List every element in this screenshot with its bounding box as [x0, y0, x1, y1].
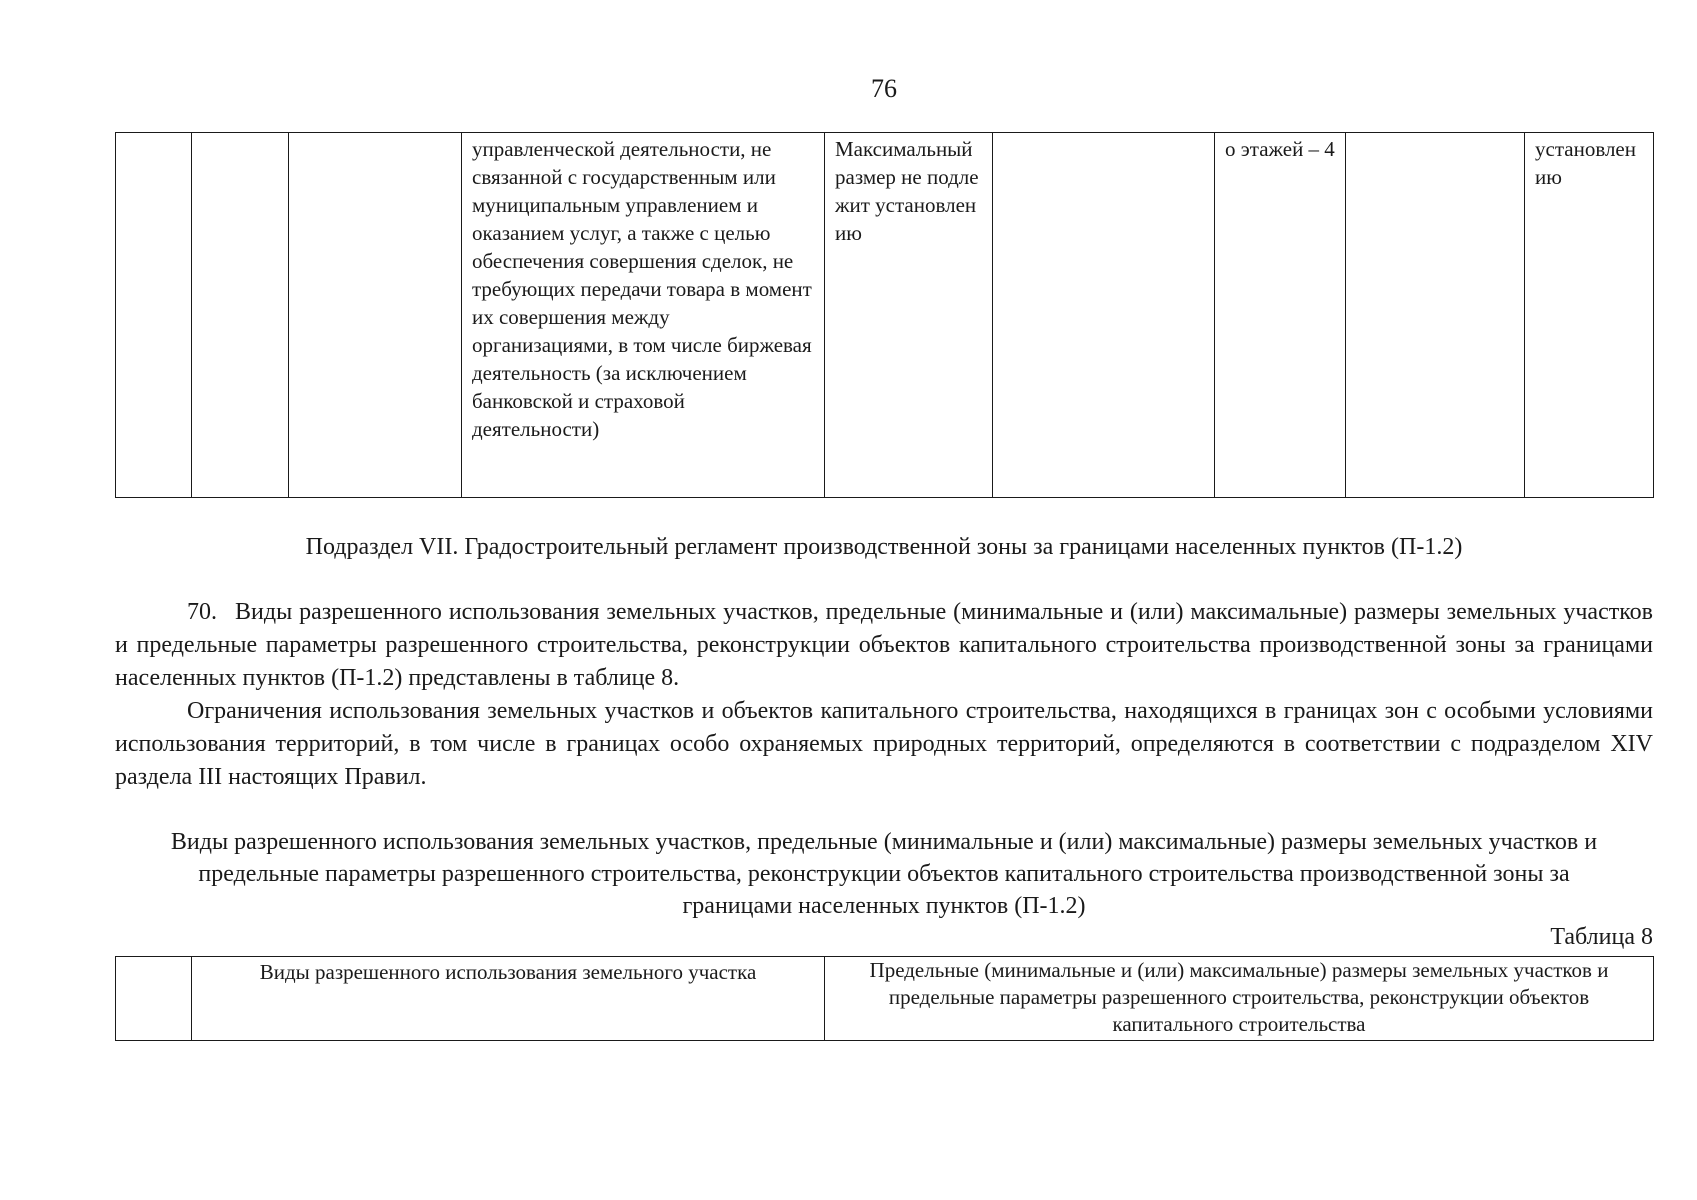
table-header-cell-permitted-use: Виды разрешенного использования земельного участка: [192, 957, 825, 1041]
table-row: [116, 133, 1654, 498]
table-cell: [993, 133, 1215, 498]
table-cell-floors: о этажей – 4: [1215, 133, 1346, 498]
table-cell: [192, 133, 289, 498]
table-header-cell-limits: Предельные (минимальные и (или) максимальные) размеры земельных участков и предельные параметры разрешенного строительства, реконструкции объектов капитального строительства: [825, 957, 1654, 1041]
table-cell: [1346, 133, 1525, 498]
table-header-cell: [116, 957, 192, 1041]
paragraph-restrictions: Ограничения использования земельных участков и объектов капитального строительства, находящихся в границах зон с особыми условиями использования территорий, в том числе в границах особо охраняемых природных территорий, определяются в соответствии с подразделом XIV раздела III настоящих Правил.: [115, 698, 1653, 790]
subsection-title: Подраздел VII. Градостроительный регламент производственной зоны за границами населенных пунктов (П-1.2): [305, 534, 1463, 560]
table-8-header: [115, 956, 1654, 1041]
table-label: Таблица 8: [1550, 924, 1653, 950]
page-number: 76: [871, 74, 897, 103]
paragraph-70: [115, 596, 1653, 695]
continuation-table: [115, 132, 1654, 498]
table-header-row: [116, 957, 1654, 1041]
paragraph-number: 70.: [187, 599, 217, 625]
table-cell-last: установлению: [1525, 133, 1654, 498]
table-cell-max-size: Максимальный размер не подлежит установлению: [825, 133, 993, 498]
table-caption: Виды разрешенного использования земельных участков, предельные (минимальные и (или) максимальные) размеры земельных участков и предельные параметры разрешенного строительства, реконструкции объектов капитального строительства производственной зоны за границами населенных пунктов (П-1.2): [170, 829, 1598, 919]
table-cell: [289, 133, 462, 498]
paragraph-text: Виды разрешенного использования земельных участков, предельные (минимальные и (или) максимальные) размеры земельных участков и предельные параметры разрешенного строительства, реконструкции объектов капитального строительства производственной зоны за границами населенных пунктов (П-1.2) представлены в таблице 8.: [115, 599, 1653, 691]
table-cell-activity-description: управленческой деятельности, не связанной с государственным или муниципальным управлением и оказанием услуг, а также с целью обеспечения совершения сделок, не требующих передачи товара в момент их совершения между организациями, в том числе биржевая деятельность (за исключением банковской и страховой деятельности): [462, 133, 825, 498]
table-cell: [116, 133, 192, 498]
